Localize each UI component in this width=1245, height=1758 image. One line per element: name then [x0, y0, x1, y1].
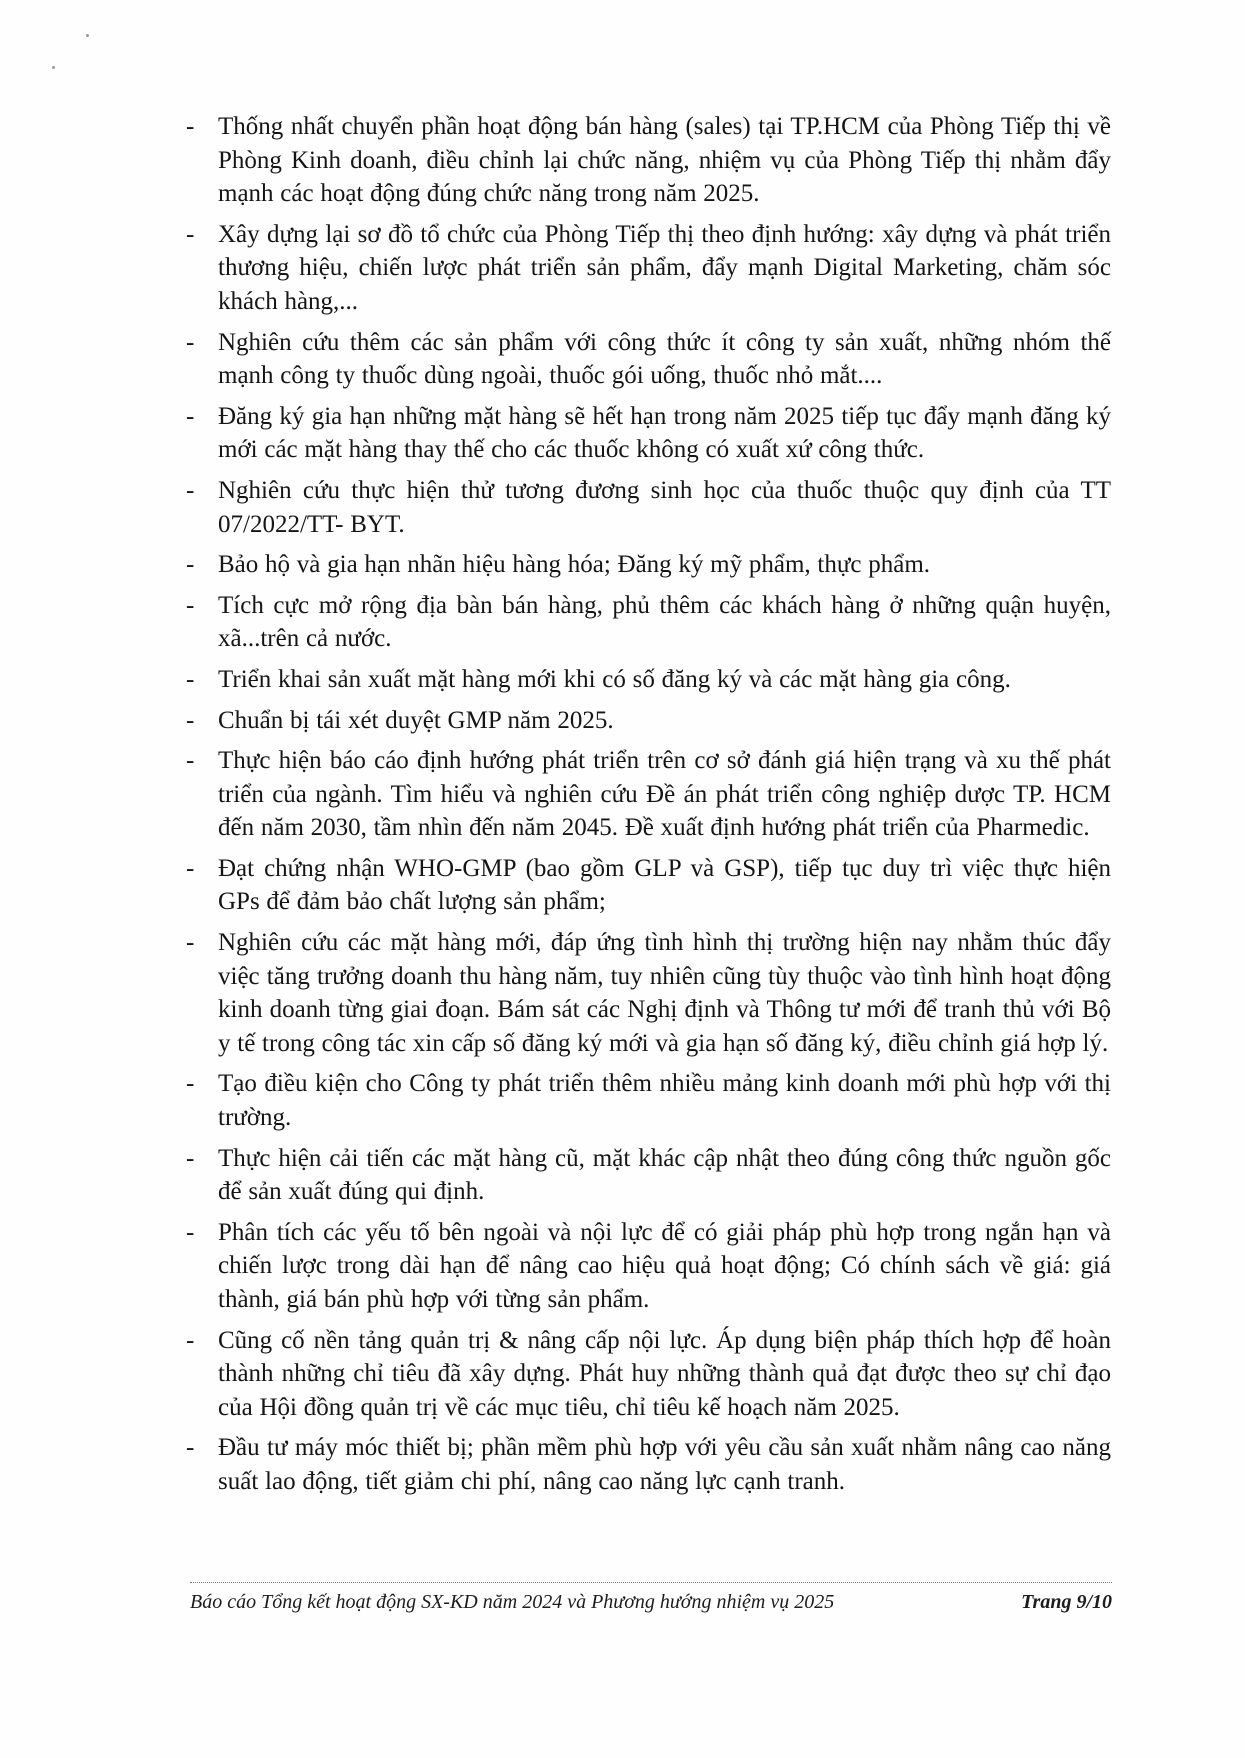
list-item	[186, 852, 1111, 919]
list-item	[186, 474, 1111, 541]
list-item	[186, 704, 1111, 738]
bullet-dash: -	[186, 220, 195, 248]
list-item	[186, 548, 1111, 582]
scan-speck	[86, 34, 89, 37]
footer-rule	[190, 1582, 1112, 1583]
list-item-text: Nghiên cứu thêm các sản phẩm với công thức ít công ty sản xuất, những nhóm thế mạnh công ty thuốc dùng ngoài, thuốc gói uống, thuốc nhỏ mắt....	[218, 328, 1111, 390]
list-item-text: Bảo hộ và gia hạn nhãn hiệu hàng hóa; Đăng ký mỹ phẩm, thực phẩm.	[218, 551, 931, 579]
bullet-dash: -	[186, 747, 195, 775]
bullet-dash: -	[186, 1070, 195, 1098]
list-item-text: Triển khai sản xuất mặt hàng mới khi có số đăng ký và các mặt hàng gia công.	[218, 665, 1011, 693]
bullet-list	[186, 110, 1111, 1499]
list-item-text: Nghiên cứu các mặt hàng mới, đáp ứng tình hình thị trường hiện nay nhằm thúc đẩy việc tăng trưởng doanh thu hàng năm, tuy nhiên cũng tùy thuộc vào tình hình hoạt động kinh doanh từng giai đoạn. Bám sát các Nghị định và Thông tư mới để tranh thủ với Bộ y tế trong công tác xin cấp số đăng ký mới và gia hạn số đăng ký, điều chỉnh giá hợp lý.	[218, 929, 1111, 1057]
list-item-text: Xây dựng lại sơ đồ tổ chức của Phòng Tiếp thị theo định hướng: xây dựng và phát triển thương hiệu, chiến lược phát triển sản phẩm, đẩy mạnh Digital Marketing, chăm sóc khách hàng,...	[218, 220, 1111, 315]
list-item	[186, 1142, 1111, 1209]
document-body	[186, 110, 1111, 1506]
list-item-text: Đầu tư máy móc thiết bị; phần mềm phù hợp với yêu cầu sản xuất nhằm nâng cao năng suất lao động, tiết giảm chi phí, nâng cao năng lực cạnh tranh.	[218, 1434, 1111, 1495]
list-item	[186, 663, 1111, 697]
list-item	[186, 218, 1111, 319]
bullet-dash: -	[186, 1144, 195, 1172]
bullet-dash: -	[186, 1434, 195, 1462]
list-item-text: Thực hiện cải tiến các mặt hàng cũ, mặt khác cập nhật theo đúng công thức nguồn gốc để sản xuất đúng qui định.	[218, 1144, 1111, 1206]
bullet-dash: -	[186, 476, 195, 504]
list-item	[186, 744, 1111, 845]
list-item	[186, 110, 1111, 211]
list-item	[186, 926, 1111, 1060]
list-item-text: Thống nhất chuyển phần hoạt động bán hàng (sales) tại TP.HCM của Phòng Tiếp thị về Phòng Kinh doanh, điều chỉnh lại chức năng, nhiệm vụ của Phòng Tiếp thị nhằm đẩy mạnh các hoạt động đúng chức năng trong năm 2025.	[218, 113, 1111, 208]
scan-speck	[52, 66, 55, 69]
list-item	[186, 1067, 1111, 1134]
bullet-dash: -	[186, 706, 195, 734]
bullet-dash: -	[186, 929, 195, 957]
list-item	[186, 589, 1111, 656]
bullet-dash: -	[186, 1218, 195, 1246]
list-item-text: Đạt chứng nhận WHO-GMP (bao gồm GLP và GSP), tiếp tục duy trì việc thực hiện GPs để đảm bảo chất lượng sản phẩm;	[218, 854, 1111, 916]
list-item-text: Cũng cố nền tảng quản trị & nâng cấp nội lực. Áp dụng biện pháp thích hợp để hoàn thành những chỉ tiêu đã xây dựng. Phát huy những thành quả đạt được theo sự chỉ đạo của Hội đồng quản trị về các mục tiêu, chỉ tiêu kế hoạch năm 2025.	[218, 1326, 1111, 1421]
bullet-dash: -	[186, 665, 195, 693]
footer-page-number: Trang 9/10	[1021, 1591, 1112, 1613]
footer-title: Báo cáo Tổng kết hoạt động SX-KD năm 2024 và Phương hướng nhiệm vụ 2025	[190, 1591, 835, 1613]
list-item-text: Chuẩn bị tái xét duyệt GMP năm 2025.	[218, 706, 614, 734]
list-item-text: Phân tích các yếu tố bên ngoài và nội lực để có giải pháp phù hợp trong ngắn hạn và chiến lược trong dài hạn để nâng cao hiệu quả hoạt động; Có chính sách về giá: giá thành, giá bán phù hợp với từng sản phẩm.	[218, 1218, 1111, 1313]
list-item-text: Nghiên cứu thực hiện thử tương đương sinh học của thuốc thuộc quy định của TT 07/2022/TT- BYT.	[218, 476, 1111, 538]
list-item-text: Thực hiện báo cáo định hướng phát triển trên cơ sở đánh giá hiện trạng và xu thế phát triển của ngành. Tìm hiểu và nghiên cứu Đề án phát triển công nghiệp dược TP. HCM đến năm 2030, tầm nhìn đến năm 2045. Đề xuất định hướng phát triển của Pharmedic.	[218, 747, 1111, 842]
list-item	[186, 1431, 1111, 1498]
list-item-text: Tích cực mở rộng địa bàn bán hàng, phủ thêm các khách hàng ở những quận huyện, xã...trên cả nước.	[218, 591, 1111, 653]
list-item-text: Tạo điều kiện cho Công ty phát triển thêm nhiều mảng kinh doanh mới phù hợp với thị trường.	[218, 1070, 1111, 1132]
list-item	[186, 1324, 1111, 1425]
page-footer	[190, 1591, 1112, 1614]
bullet-dash: -	[186, 113, 195, 140]
bullet-dash: -	[186, 551, 195, 579]
bullet-dash: -	[186, 1326, 195, 1354]
list-item	[186, 1216, 1111, 1317]
list-item	[186, 326, 1111, 393]
list-item-text: Đăng ký gia hạn những mặt hàng sẽ hết hạn trong năm 2025 tiếp tục đẩy mạnh đăng ký mới các mặt hàng thay thế cho các thuốc không có xuất xứ công thức.	[218, 402, 1111, 464]
bullet-dash: -	[186, 328, 195, 356]
list-item	[186, 400, 1111, 467]
bullet-dash: -	[186, 402, 195, 430]
bullet-dash: -	[186, 591, 195, 619]
bullet-dash: -	[186, 854, 195, 882]
